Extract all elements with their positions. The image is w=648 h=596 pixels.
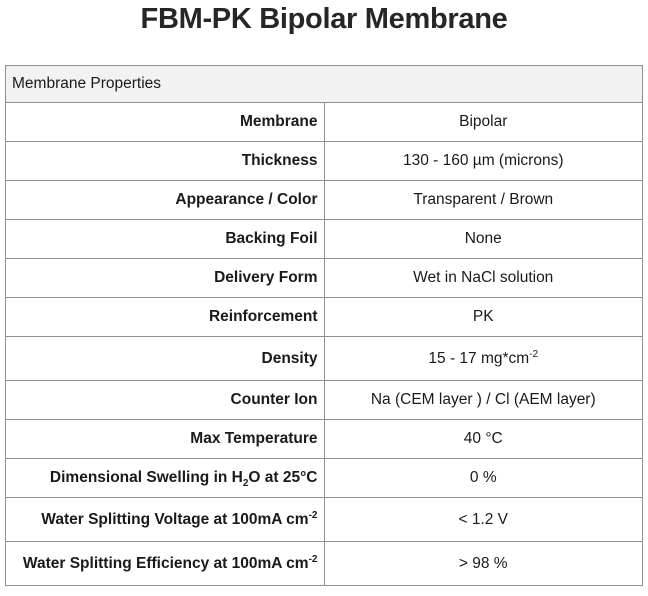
property-value-text: Bipolar [459, 113, 508, 130]
property-value [324, 337, 643, 381]
table-row [6, 337, 643, 381]
property-label [6, 337, 325, 381]
property-value-text: Na (CEM layer ) / Cl (AEM layer) [370, 391, 596, 408]
property-label-text: Backing Foil [225, 230, 318, 247]
property-value-text: PK [472, 308, 494, 325]
membrane-properties-table [5, 65, 643, 586]
property-label-text: Membrane [239, 113, 318, 130]
property-label [6, 459, 325, 498]
property-value-text: > 98 % [458, 554, 508, 572]
page-title: FBM-PK Bipolar Membrane [140, 3, 508, 35]
value-superscript: -2 [529, 348, 539, 360]
property-label-text: Max Temperature [190, 430, 318, 447]
property-label [6, 420, 325, 459]
property-value [324, 259, 643, 298]
label-superscript: -2 [308, 553, 318, 565]
property-value [324, 542, 643, 586]
table-row [6, 381, 643, 420]
table-row [6, 142, 643, 181]
property-label [6, 381, 325, 420]
label-subscript: 2 [242, 478, 249, 490]
table-row [6, 542, 643, 586]
table-row [6, 298, 643, 337]
property-value [324, 103, 643, 142]
property-label-text: Delivery Form [214, 269, 318, 286]
property-value [324, 381, 643, 420]
property-label-text: Water Splitting Efficiency at 100mA cm [22, 554, 309, 572]
property-value [324, 459, 643, 498]
property-label-text: Density [261, 349, 318, 367]
table-row [6, 420, 643, 459]
property-value-text: Transparent / Brown [413, 191, 554, 208]
table-row [6, 459, 643, 498]
property-label [6, 181, 325, 220]
table-header-row [6, 66, 643, 103]
property-label-text: Reinforcement [208, 308, 318, 325]
property-value [324, 298, 643, 337]
property-value-text: 130 - 160 µm (microns) [402, 152, 564, 169]
property-value [324, 420, 643, 459]
property-value-text: 0 % [469, 469, 497, 486]
property-label [6, 142, 325, 181]
table-row [6, 103, 643, 142]
property-label-text: Thickness [241, 152, 318, 169]
table-row [6, 220, 643, 259]
property-label [6, 220, 325, 259]
property-value-text: 15 - 17 mg*cm [428, 349, 530, 367]
property-value [324, 142, 643, 181]
table-row [6, 498, 643, 542]
property-value [324, 498, 643, 542]
property-value-text: Wet in NaCl solution [413, 269, 554, 286]
property-value-text: 40 °C [463, 430, 503, 447]
property-value [324, 181, 643, 220]
property-label-text: Counter Ion [230, 391, 318, 408]
property-label-text: Appearance / Color [175, 191, 318, 208]
property-value-text: None [464, 230, 502, 247]
property-label-text: Dimensional Swelling in H [49, 469, 243, 486]
table-row [6, 181, 643, 220]
label-superscript: -2 [308, 509, 318, 521]
property-label [6, 498, 325, 542]
property-label [6, 259, 325, 298]
property-label-text: Water Splitting Voltage at 100mA cm [41, 510, 309, 528]
table-row [6, 259, 643, 298]
table-header: Membrane Properties [6, 66, 643, 103]
property-label-text-after: O at 25°C [248, 469, 318, 486]
property-label [6, 298, 325, 337]
property-value-text: < 1.2 V [458, 510, 509, 528]
property-label [6, 542, 325, 586]
property-value [324, 220, 643, 259]
property-label [6, 103, 325, 142]
